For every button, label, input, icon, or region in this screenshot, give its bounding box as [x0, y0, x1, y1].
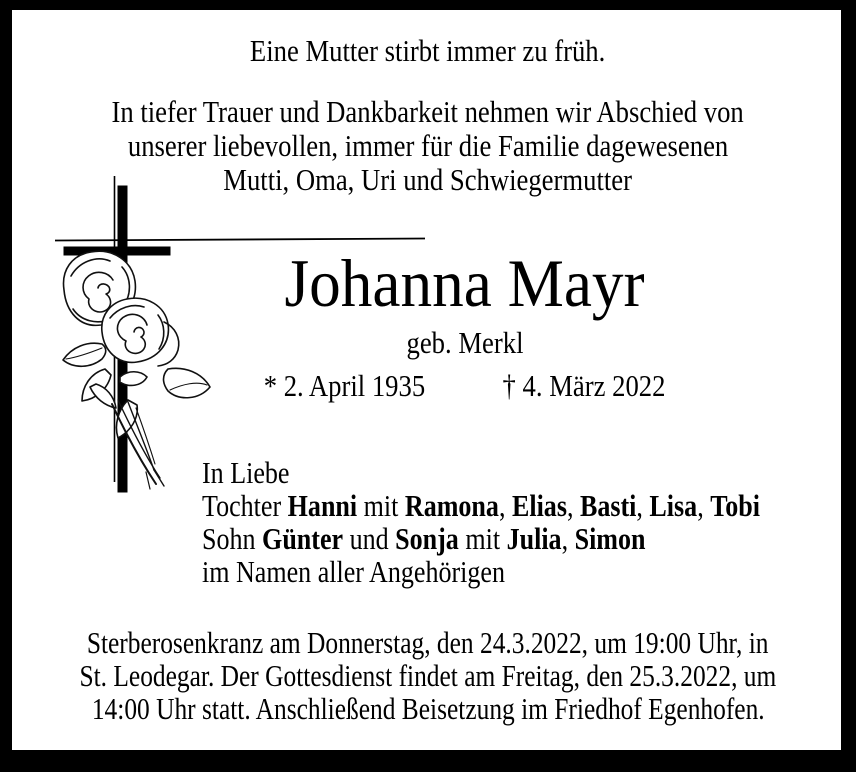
deceased-name: Johanna Mayr — [284, 245, 646, 321]
motto-line — [0, 34, 856, 68]
service-info — [0, 626, 856, 725]
maiden-name: geb. Merkl — [406, 325, 524, 360]
intro-line-3: Mutti, Oma, Uri und Schwiegermutter — [223, 162, 633, 197]
intro-line-1: In tiefer Trauer und Dankbarkeit nehmen wir Abschied von — [111, 94, 745, 129]
intro-line-2: unserer liebevollen, immer für die Familie dagewesenen — [127, 128, 729, 163]
family-line-daughter: Tochter Hanni mit Ramona, Elias, Basti, Lisa, Tobi — [202, 488, 760, 523]
family-signature: im Namen aller Angehörigen — [202, 554, 505, 589]
family-line-son: Sohn Günter und Sonja mit Julia, Simon — [202, 521, 646, 556]
family-closing: In Liebe — [202, 455, 290, 490]
service-line-1: Sterberosenkranz am Donnerstag, den 24.3.2022, um 19:00 Uhr, in — [87, 625, 769, 660]
death-date: † 4. März 2022 — [502, 368, 666, 403]
cross-with-roses-icon — [50, 172, 430, 497]
service-line-2: St. Leodegar. Der Gottesdienst findet am Freitag, den 25.3.2022, um — [79, 658, 777, 693]
birth-date: * 2. April 1935 — [264, 368, 426, 403]
motto-text: Eine Mutter stirbt immer zu früh. — [250, 33, 606, 68]
service-line-3: 14:00 Uhr statt. Anschließend Beisetzung im Friedhof Egenhofen. — [91, 691, 765, 726]
